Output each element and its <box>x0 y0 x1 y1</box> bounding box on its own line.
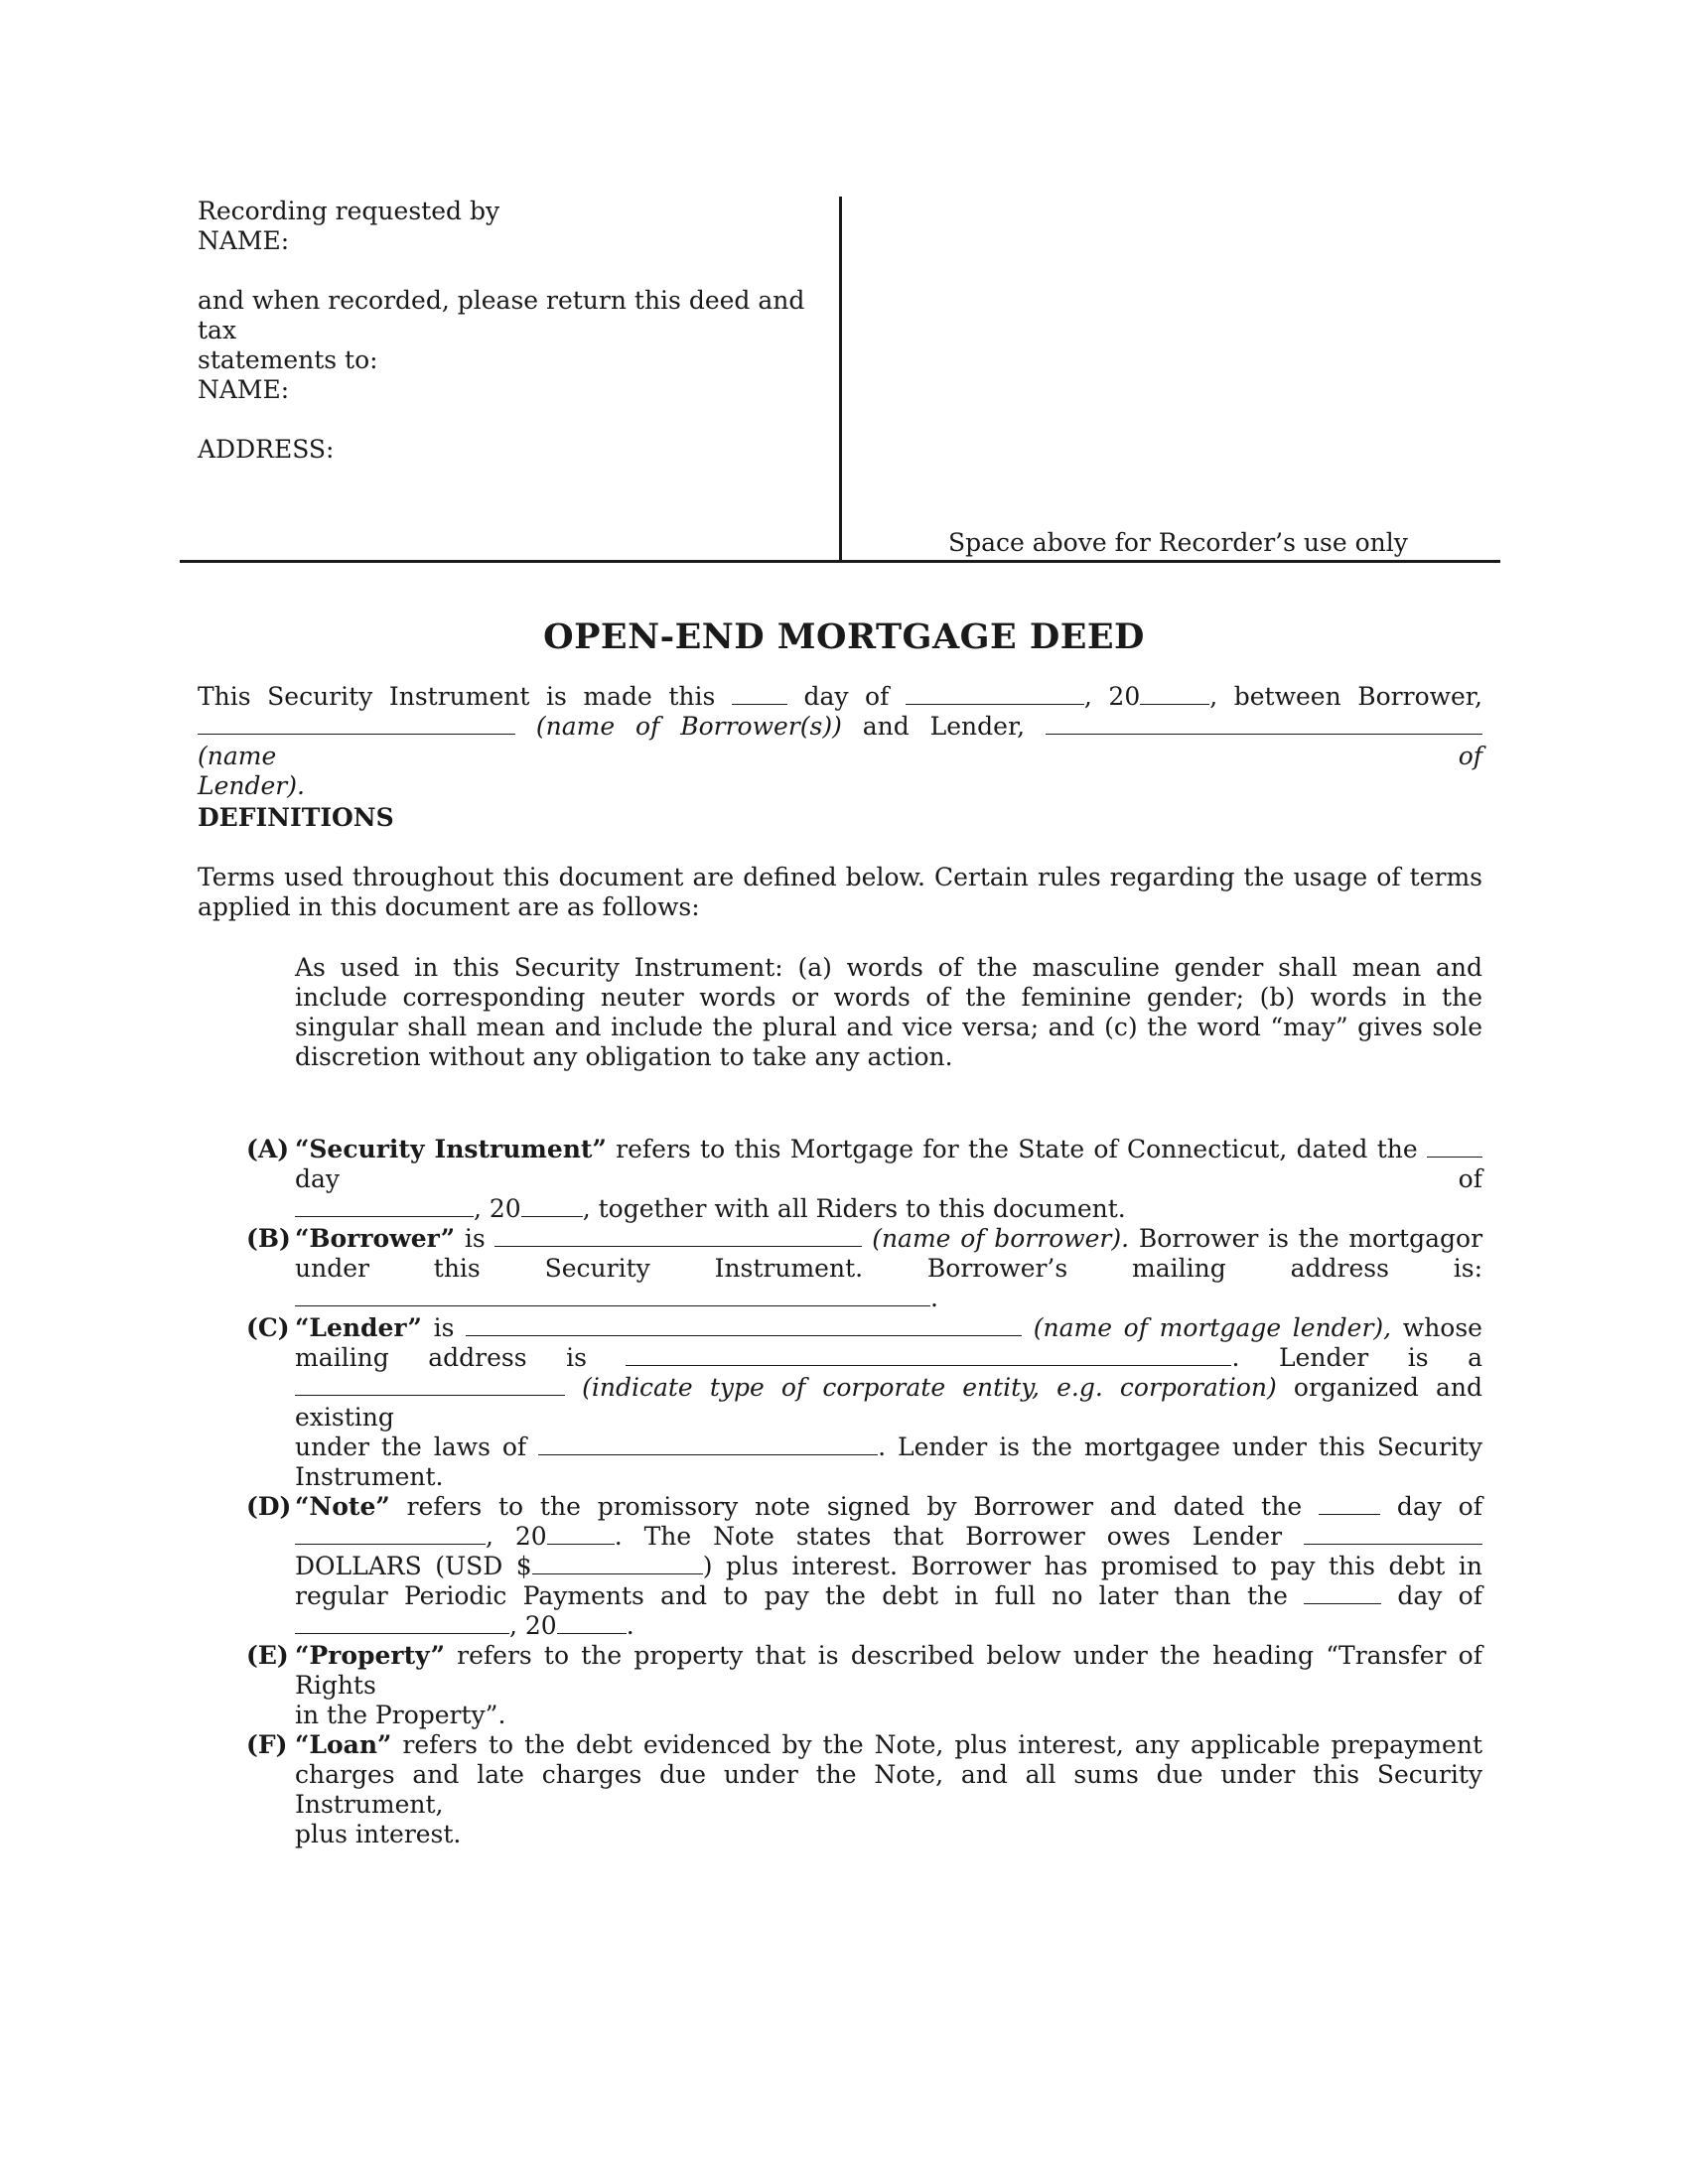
item-term: “Loan” <box>295 1730 392 1759</box>
requester-name-label: NAME: <box>198 226 290 255</box>
definition-item-c: (C) “Lender” is (name of mortgage lender), whose mailing address is . Lender is a (indicate type of corporate entity, e.g. corporation) organized and existing under the laws of . Lender is the mortgagee under this Security Instrument. <box>246 1313 1482 1491</box>
definition-item-f: (F) “Loan” refers to the debt evidenced by the Note, plus interest, any applicable prepayment charges and late charges due under the Note, and all sums due under this Security Instrument, plus interest. <box>246 1730 1482 1848</box>
return-instructions-text-cont: statements to: <box>198 345 378 374</box>
month-blank[interactable] <box>295 1522 486 1545</box>
entity-type-blank[interactable] <box>295 1373 565 1396</box>
intro-line-1: This Security Instrument is made this day of , 20 , between Borrower, <box>198 682 1482 711</box>
item-letter: (C) <box>246 1313 290 1342</box>
month-blank[interactable] <box>295 1194 474 1217</box>
borrower-name-blank[interactable] <box>494 1224 862 1247</box>
day-blank[interactable] <box>732 682 787 705</box>
lender-name-blank[interactable] <box>1046 712 1482 735</box>
definitions-list <box>246 1135 1482 1849</box>
item-term: “Security Instrument” <box>295 1135 607 1163</box>
intro-paragraph <box>198 682 1482 801</box>
borrower-name-blank[interactable] <box>198 712 515 735</box>
definition-item-e: (E) “Property” refers to the property that is described below under the heading “Transfer of Rights in the Property”. <box>246 1641 1482 1729</box>
lender-name-blank[interactable] <box>466 1313 1022 1336</box>
item-letter: (B) <box>246 1224 291 1253</box>
return-name-label: NAME: <box>198 375 290 404</box>
recorder-space-note: Space above for Recorder’s use only <box>948 528 1408 557</box>
return-address-label: ADDRESS: <box>198 435 335 464</box>
recorder-horizontal-rule <box>180 560 1500 563</box>
final-day-blank[interactable] <box>1304 1581 1381 1604</box>
recorder-request-block <box>198 197 833 465</box>
item-term: “Borrower” <box>295 1224 456 1253</box>
definitions-intro-text: Terms used throughout this document are defined below. Certain rules regarding the usage of terms applied in this document are as follows: <box>198 863 1482 921</box>
borrower-address-blank[interactable] <box>295 1284 930 1306</box>
item-term: “Lender” <box>295 1313 422 1342</box>
definitions-heading: DEFINITIONS <box>198 803 394 832</box>
day-blank[interactable] <box>1319 1492 1380 1515</box>
item-term: “Note” <box>295 1492 390 1521</box>
intro-line-2: (name of Borrower(s)) and Lender, (name of <box>198 712 1482 770</box>
intro-line-3: Lender). <box>198 771 305 800</box>
definition-item-b: (B) “Borrower” is (name of borrower). Borrower is the mortgagor under this Security Instrument. Borrower’s mailing address is: . <box>246 1224 1483 1312</box>
item-letter: (E) <box>246 1641 289 1670</box>
final-year-blank[interactable] <box>557 1611 627 1634</box>
recorder-vertical-divider <box>839 197 842 562</box>
year-blank[interactable] <box>521 1194 583 1217</box>
month-blank[interactable] <box>906 682 1084 705</box>
definition-item-d: (D) “Note” refers to the promissory note signed by Borrower and dated the day of , 20 . The Note states that Borrower owes Lender DOLLARS (USD $ ) plus interest. Borrower has promised to pay this debt in regular Periodic Payments and to pay the debt in full no later than the day of , 20 . <box>246 1492 1482 1640</box>
year-blank[interactable] <box>547 1522 615 1545</box>
item-letter: (A) <box>246 1135 290 1163</box>
lender-address-blank[interactable] <box>626 1343 1231 1366</box>
day-blank[interactable] <box>1427 1135 1482 1158</box>
definitions-rules-paragraph: As used in this Security Instrument: (a) words of the masculine gender shall mean and include corresponding neuter words or words of the feminine gender; (b) words in the singular shall mean and include the plural and vice versa; and (c) the word “may” gives sole discretion without any obligation to take any action. <box>295 953 1482 1071</box>
jurisdiction-blank[interactable] <box>538 1433 878 1455</box>
final-month-blank[interactable] <box>295 1611 509 1634</box>
return-instructions-text: and when recorded, please return this deed and tax <box>198 286 805 344</box>
recording-requested-label: Recording requested by <box>198 197 500 225</box>
item-letter: (D) <box>246 1492 292 1521</box>
year-blank[interactable] <box>1140 682 1209 705</box>
item-letter: (F) <box>246 1730 288 1759</box>
document-title: OPEN-END MORTGAGE DEED <box>543 616 1145 657</box>
item-term: “Property” <box>295 1641 445 1670</box>
amount-words-blank[interactable] <box>1304 1522 1482 1545</box>
amount-usd-blank[interactable] <box>532 1552 703 1574</box>
definition-item-a: (A) “Security Instrument” refers to this Mortgage for the State of Connecticut, dated the day of , 20 , together with all Riders to this document. <box>246 1135 1482 1223</box>
